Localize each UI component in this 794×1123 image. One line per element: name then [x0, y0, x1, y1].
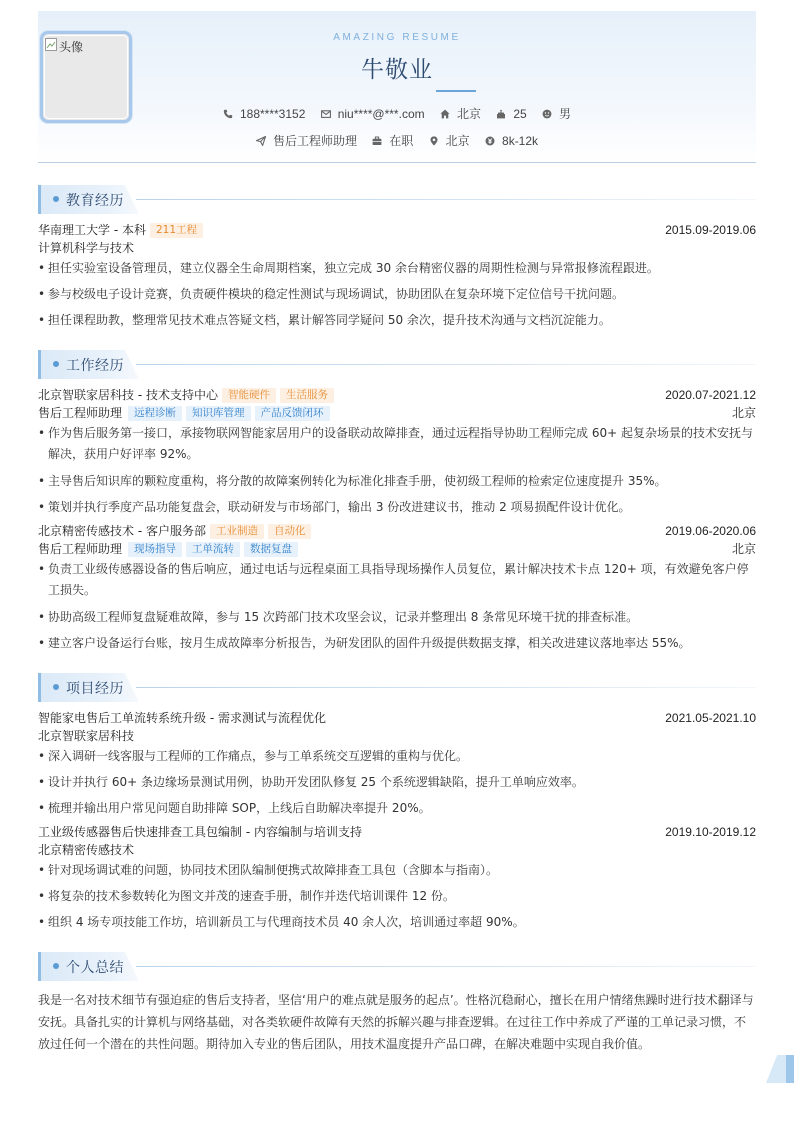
job-city: 北京	[731, 406, 756, 420]
bullet-dot: •	[38, 287, 46, 301]
gender-icon	[542, 109, 552, 119]
company-name: 北京智联家居科技 - 技术支持中心	[38, 388, 218, 402]
project-date: 2019.10-2019.12	[665, 825, 756, 839]
education-date: 2015.09-2019.06	[665, 223, 756, 237]
job-city: 北京	[731, 542, 756, 556]
job-role: 售后工程师助理	[38, 406, 123, 420]
project-title: 智能家电售后工单流转系统升级 - 需求测试与流程优化	[38, 711, 326, 725]
resume-header	[38, 11, 756, 163]
cake-icon	[496, 109, 506, 119]
bullet-dot: •	[38, 610, 46, 624]
project-org: 北京智联家居科技	[38, 729, 135, 743]
candidate-name: 牛敬业	[361, 57, 433, 83]
target-city-item	[429, 132, 470, 149]
school-tag: 211工程	[150, 223, 203, 238]
name-underline	[436, 90, 476, 92]
company-name: 北京精密传感技术 - 客户服务部	[38, 524, 206, 538]
page-corner-accent	[786, 1055, 794, 1083]
job-role: 售后工程师助理	[38, 542, 123, 556]
section-dot	[53, 684, 59, 690]
residence-item	[440, 105, 481, 122]
industry-tag: 工业制造	[210, 524, 264, 539]
send-icon	[256, 136, 266, 146]
bullet-dot: •	[38, 426, 46, 440]
section-divider	[136, 364, 756, 365]
skill-tag: 工单流转	[186, 542, 240, 557]
target-position-text: 售后工程师助理	[272, 134, 357, 148]
section-divider	[136, 199, 756, 200]
age-text: 25	[513, 107, 527, 121]
education-major-row	[38, 240, 756, 257]
residence-text: 北京	[456, 107, 481, 121]
project-title: 工业级传感器售后快速排查工具包编制 - 内容编制与培训支持	[38, 825, 362, 839]
skill-tag: 远程诊断	[128, 406, 182, 421]
summary-line: 我是一名对技术细节有强迫症的售后支持者，坚信‘用户的难点就是服务的起点’。性格沉稳耐心，擅长在用户情绪焦躁时进行技术翻译与	[38, 993, 754, 1007]
industry-tag: 生活服务	[280, 388, 334, 403]
avatar-alt-text: 头像	[59, 40, 84, 54]
resume-subtitle: AMAZING RESUME	[333, 32, 461, 43]
section-dot	[53, 963, 59, 969]
bullet-dot: •	[38, 500, 46, 514]
section-title-education: 教育经历	[66, 193, 124, 209]
project-header-row	[38, 710, 756, 727]
job-date: 2020.07-2021.12	[665, 388, 756, 402]
major: 计算机科学与技术	[38, 241, 135, 255]
section-education	[38, 185, 756, 214]
job-status-item	[372, 132, 413, 149]
bullet-dot: •	[38, 313, 46, 327]
skill-tag: 知识库管理	[186, 406, 251, 421]
home-icon	[440, 109, 450, 119]
section-title-work: 工作经历	[66, 358, 124, 374]
gender-text: 男	[559, 107, 572, 121]
school-name: 华南理工大学 - 本科	[38, 223, 146, 237]
job-role-row	[38, 541, 756, 558]
briefcase-icon	[372, 136, 382, 146]
project-header-row	[38, 824, 756, 841]
project-date: 2021.05-2021.10	[665, 711, 756, 725]
section-dot	[53, 361, 59, 367]
section-divider	[136, 687, 756, 688]
target-city-text: 北京	[445, 134, 470, 148]
bullet-dot: •	[38, 863, 46, 877]
section-projects	[38, 673, 756, 702]
project-org-row	[38, 728, 756, 745]
phone-item	[223, 107, 305, 121]
gender-item	[542, 105, 571, 122]
email-text: niu****@***.com	[337, 107, 425, 121]
bullet-dot: •	[38, 261, 46, 275]
section-dot	[53, 196, 59, 202]
contact-row	[38, 105, 756, 122]
summary-paragraph	[38, 989, 756, 1055]
age-item	[496, 107, 526, 121]
project-org: 北京精密传感技术	[38, 843, 135, 857]
location-pin-icon	[429, 136, 439, 146]
section-summary	[38, 952, 756, 981]
summary-line: 安抚。具备扎实的计算机与网络基础，对各类软硬件故障有天然的拆解兴趣与排查逻辑。在过往工作中养成了严谨的工单记录习惯，不	[38, 1015, 747, 1029]
industry-tag: 智能硬件	[222, 388, 276, 403]
bullet-dot: •	[38, 562, 46, 576]
job-intent-row	[38, 132, 756, 149]
summary-line: 放过任何一个潜在的共性问题。期待加入专业的售后团队，用技术温度提升产品口碑，在解决难题中实现自我价值。	[38, 1037, 651, 1051]
resume-page: 头像 AMAZING RESUME 牛敬业 188****3152 niu****@***.com 北京 25 男 售后工程师助理 在职 北京 8k-12k 教育经历 华南理工大学 - 本科 211工程 2015.09-2019.06 计算机科学与技术 • 担任实验室设备管理员，建立仪器全生命周期档案，独立完成 30 余台精密仪器的周期性检测与异常报修流程跟进。 • 参与校级电子设计竞赛，负责硬件模块的稳定性测试与现场调试，协助团队在复杂环境下定位信号干扰问题。 • 担任课程助教，整理常见技术难点答疑文档，累计解答同学疑问 50 余次，提升技术沟通与文档沉淀能力。 工作经历 北京智联家居科技 - 技术支持中心 智能硬件 生活服务 2020.07-2021.12 售后工程师助理 远程诊断 知识库管理 产品反馈闭环 北京 • 作为售后服务第一接口，承接物联网智能家居用户的设备联动故障排查，通过远程指导协助工程师完成 60+ 起复杂场景的技术安抚与 解决，获用户好评率 92%。 • 主导售后知识库的颗粒度重构，将分散的故障案例转化为标准化排查手册，使初级工程师的检索定位速度提升 35%。 • 策划并执行季度产品功能复盘会，联动研发与市场部门，输出 3 份改进建议书，推动 2 项易损配件设计优化。 北京精密传感技术 - 客户服务部 工业制造 自动化 2019.06-2020.06 售后工程师助理 现场指导 工单流转 数据复盘 北京 • 负责工业级传感器设备的售后响应，通过电话与远程桌面工具指导现场操作人员复位，累计解决技术卡点 120+ 项，有效避免客户停 工损失。 • 协助高级工程师复盘疑难故障，参与 15 次跨部门技术攻坚会议，记录并整理出 8 条常见环境干扰的排查标准。 • 建立客户设备运行台账，按月生成故障率分析报告，为研发团队的固件升级提供数据支撑，相关改进建议落地率达 55%。 项目经历 智能家电售后工单流转系统升级 - 需求测试与流程优化 2021.05-2021.10 北京智联家居科技 • 深入调研一线客服与工程师的工作痛点，参与工单系统交互逻辑的重构与优化。 • 设计并执行 60+ 条边缘场景测试用例，协助开发团队修复 25 个系统逻辑缺陷，提升工单响应效率。 • 梳理并输出用户常见问题自助排障 SOP，上线后自助解决率提升 20%。 工业级传感器售后快速排查工具包编制 - 内容编制与培训支持 2019.10-2019.12 北京精密传感技术 • 针对现场调试难的问题，协同技术团队编制便携式故障排查工具包（含脚本与指南）。 • 将复杂的技术参数转化为图文并茂的速查手册，制作并迭代培训课件 12 份。 • 组织 4 场专项技能工作坊，培训新员工与代理商技术员 40 余人次，培训通过率超 90%。 个人总结 我是一名对技术细节有强迫症的售后支持者，坚信‘用户的难点就是服务的起点’。性格沉稳耐心，擅长在用户情绪焦躁时进行技术翻译与 安抚。具备扎实的计算机与网络基础，对各类软硬件故障有天然的拆解兴趣与排查逻辑。在过往工作中养成了严谨的工单记录习惯，不 放过任何一个潜在的共性问题。期待加入专业的售后团队，用技术温度提升产品口碑，在解决难题中实现自我价值。	[38, 11, 756, 163]
education-header-row	[38, 222, 756, 239]
bullet-dot: •	[38, 474, 46, 488]
section-title-summary: 个人总结	[66, 960, 124, 976]
skill-tag: 数据复盘	[244, 542, 298, 557]
bullet-dot: •	[38, 749, 46, 763]
job-status-text: 在职	[389, 134, 414, 148]
bullet-dot: •	[38, 775, 46, 789]
skill-tag: 产品反馈闭环	[255, 406, 330, 421]
bullet-dot: •	[38, 801, 46, 815]
salary-item	[485, 134, 538, 148]
phone-text: 188****3152	[239, 107, 306, 121]
bullet-dot: •	[38, 915, 46, 929]
job-header-row	[38, 387, 756, 404]
section-title-projects: 项目经历	[66, 681, 124, 697]
job-date: 2019.06-2020.06	[665, 524, 756, 538]
email-item	[321, 107, 425, 121]
section-work	[38, 350, 756, 379]
section-divider	[136, 966, 756, 967]
bullet-dot: •	[38, 636, 46, 650]
job-role-row	[38, 405, 756, 422]
mail-icon	[321, 109, 331, 119]
industry-tag: 自动化	[268, 524, 312, 539]
salary-text: 8k-12k	[502, 134, 539, 148]
salary-icon	[485, 136, 495, 146]
phone-icon	[223, 109, 233, 119]
skill-tag: 现场指导	[128, 542, 182, 557]
job-header-row	[38, 523, 756, 540]
project-org-row	[38, 842, 756, 859]
target-position-item	[256, 132, 357, 149]
bullet-dot: •	[38, 889, 46, 903]
